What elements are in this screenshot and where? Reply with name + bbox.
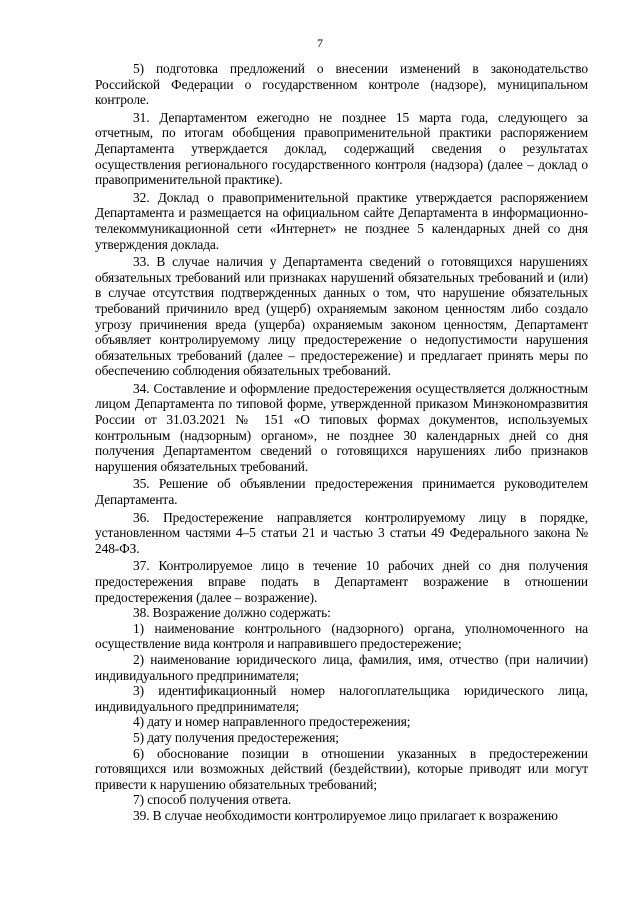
objection-item-3: 3) идентификационный номер налогоплательщика юридического лица, индивидуального предпринимателя; bbox=[95, 683, 588, 714]
paragraph-34: 34. Составление и оформление предостережения осуществляется должностным лицом Департамента по типовой форме, утвержденной приказом Минэкономразвития России от 31.03.2021 № 151 «О типовых формах документов, используемых контрольным (надзорным) органом», не позднее 30 календарных дней со дня получения Департаментом сведений о готовящихся нарушениях либо признаков нарушения обязательных требований. bbox=[95, 380, 588, 474]
paragraph-39: 39. В случае необходимости контролируемое лицо прилагает к возражению bbox=[133, 807, 558, 823]
paragraph-32: 32. Доклад о правоприменительной практике утверждается распоряжением Департамента и размещается на официальном сайте Департамента в информационно-телекоммуникационной сети «Интернет» не позднее 5 календарных дней со дня утверждения доклада. bbox=[95, 189, 588, 252]
paragraph-38: 38. Возражение должно содержать: bbox=[133, 605, 331, 621]
objection-item-6: 6) обоснование позиции в отношении указанных в предостережении готовящихся или возможных действий (бездействии), которые приводят или могут привести к нарушению обязательных требований; bbox=[95, 745, 588, 792]
paragraph-31: 31. Департаментом ежегодно не позднее 15 марта года, следующего за отчетным, по итогам обобщения правоприменительной практики распоряжением Департамента утверждается доклад, содержащий сведения о результатах осуществления регионального государственного контроля (надзора) (далее – доклад о правоприменительной практике). bbox=[95, 109, 588, 188]
objection-item-7: 7) способ получения ответа. bbox=[133, 792, 292, 808]
document-body bbox=[95, 61, 588, 824]
paragraph-33: 33. В случае наличия у Департамента сведений о готовящихся нарушениях обязательных требований или признаках нарушений обязательных требований и (или) в случае отсутствия подтвержденных данных о том, что нарушение обязательных требований причинило вред (ущерб) охраняемым законом ценностям либо создало угрозу причинения вреда (ущерба) охраняемым законом ценностям, Департамент объявляет контролируемому лицу предостережение о недопустимости нарушения обязательных требований (далее – предостережение) и предлагает принять меры по обеспечению соблюдения обязательных требований. bbox=[95, 254, 588, 379]
page-number: 7 bbox=[317, 36, 323, 50]
objection-item-5: 5) дату получения предостережения; bbox=[133, 729, 339, 745]
objection-item-2: 2) наименование юридического лица, фамилия, имя, отчество (при наличии) индивидуального предпринимателя; bbox=[95, 651, 588, 683]
paragraph-36: 36. Предостережение направляется контролируемому лицу в порядке, установленном частями 4–5 статьи 21 и частью 3 статьи 49 Федерального закона № 248-ФЗ. bbox=[95, 509, 588, 556]
paragraph-35: 35. Решение об объявлении предостережения принимается руководителем Департамента. bbox=[95, 476, 588, 508]
objection-item-4: 4) дату и номер направленного предостережения; bbox=[133, 714, 411, 730]
objection-item-1: 1) наименование контрольного (надзорного) органа, уполномоченного на осуществление вида контроля и направившего предостережение; bbox=[95, 620, 588, 652]
paragraph-item-5: 5) подготовка предложений о внесении изменений в законодательство Российской Федерации о государственном контроле (надзоре), муниципальном контроле. bbox=[95, 61, 588, 108]
paragraph-37: 37. Контролируемое лицо в течение 10 рабочих дней со дня получения предостережения вправе подать в Департамент возражение в отношении предостережения (далее – возражение). bbox=[95, 558, 588, 605]
